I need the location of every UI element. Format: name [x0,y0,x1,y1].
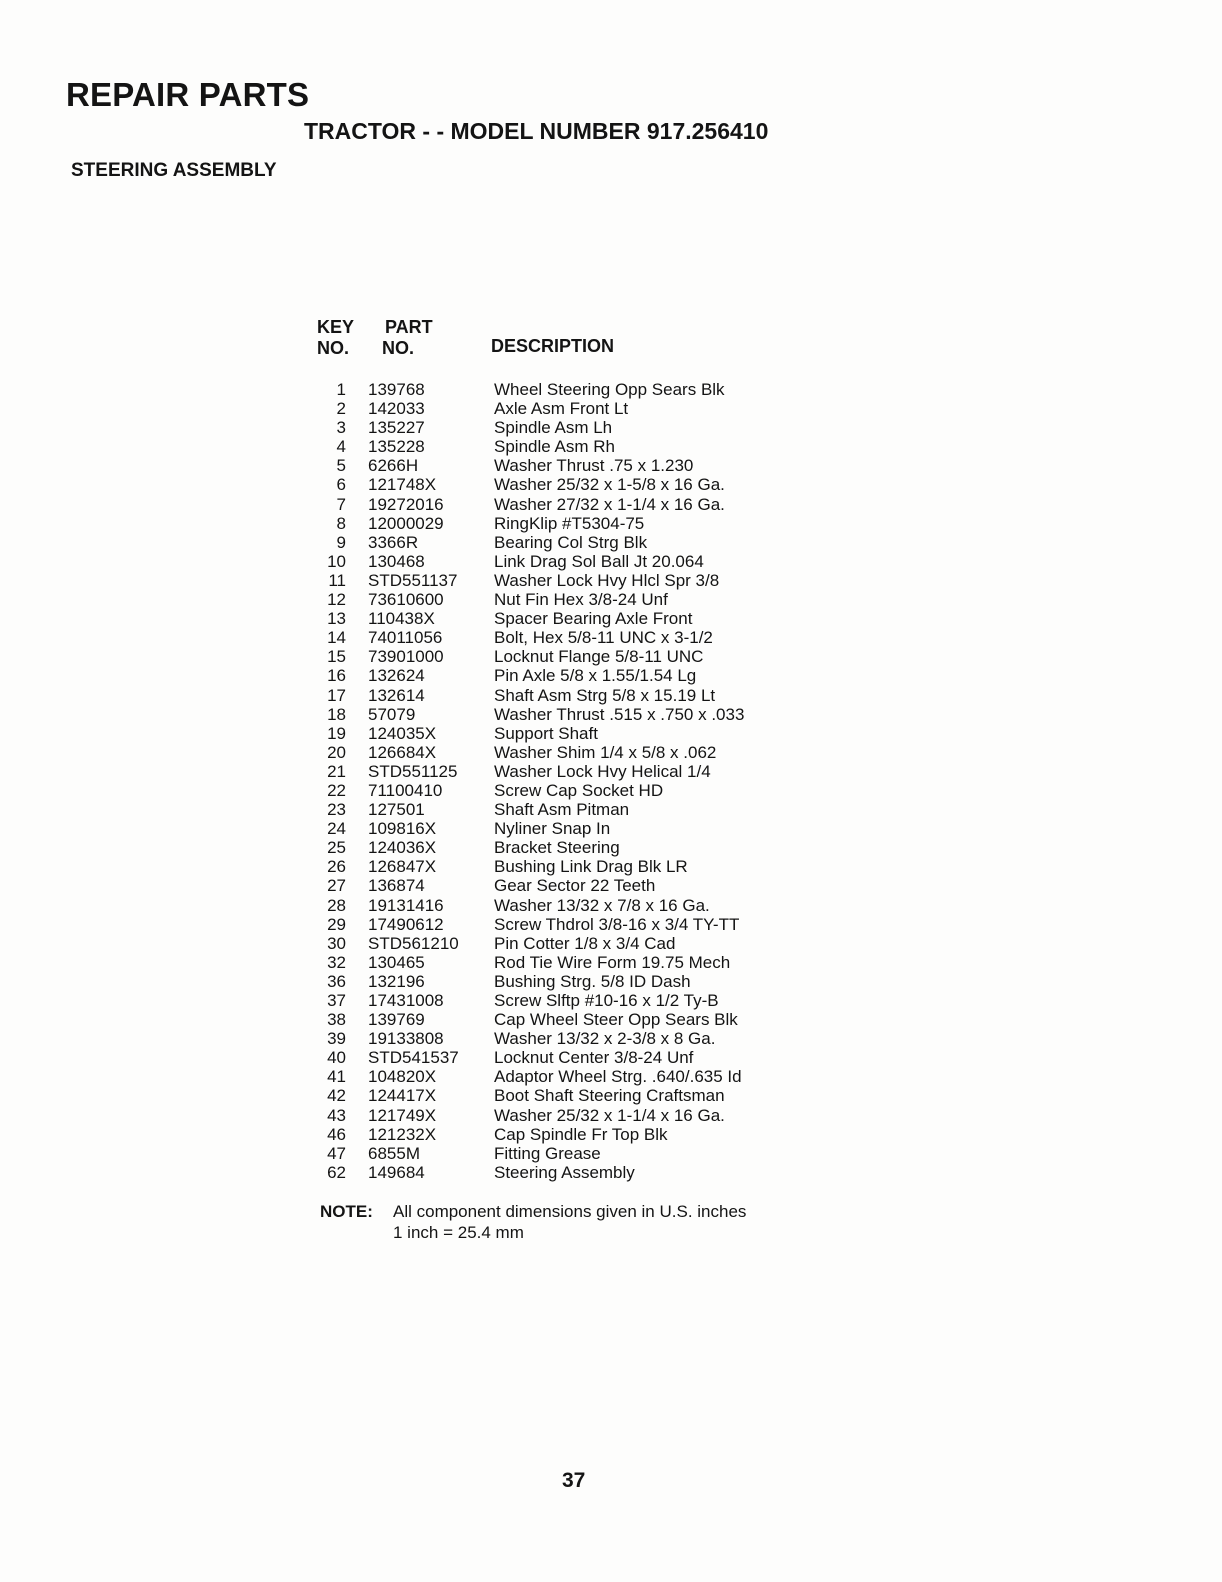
key-no-cell: 19 [327,723,346,743]
table-row [318,972,838,991]
description-cell: Bolt, Hex 5/8-11 UNC x 3-1/2 [494,628,713,648]
table-row [318,533,838,552]
part-no-cell: 19133808 [368,1029,444,1049]
description-cell: Bracket Steering [494,838,620,858]
description-cell: Washer Thrust .75 x 1.230 [494,456,694,476]
table-row [318,819,838,838]
description-cell: Shaft Asm Strg 5/8 x 15.19 Lt [494,685,716,705]
part-no-cell: 3366R [368,532,419,552]
key-no-cell: 42 [327,1086,346,1106]
key-no-cell: 41 [327,1067,346,1087]
table-row [318,495,838,514]
part-no-cell: 121232X [368,1124,437,1144]
part-no-cell: 74011056 [368,628,443,648]
description-cell: Shaft Asm Pitman [494,800,630,820]
key-no-cell: 46 [327,1124,346,1144]
part-no-cell: 104820X [368,1067,437,1087]
part-no-cell: 19272016 [368,494,444,514]
description-cell: Washer 13/32 x 7/8 x 16 Ga. [494,895,710,915]
key-no-cell: 36 [327,971,346,991]
key-no-cell: 25 [327,838,346,858]
description-cell: Washer 13/32 x 2-3/8 x 8 Ga. [494,1029,716,1049]
table-row [318,724,838,743]
part-no-cell: 6266H [368,456,419,476]
table-row [318,705,838,724]
key-no-cell: 43 [327,1105,346,1125]
description-cell: Screw Cap Socket HD [494,780,664,800]
description-cell: Wheel Steering Opp Sears Blk [494,380,725,399]
parts-list [318,380,838,1182]
part-no-cell: 124036X [368,838,437,858]
description-cell: Nut Fin Hex 3/8-24 Unf [494,590,668,610]
description-cell: Washer Lock Hvy Hlcl Spr 3/8 [494,570,720,590]
key-no-cell: 22 [327,780,346,800]
table-row [318,666,838,685]
description-cell: Washer Thrust .515 x .750 x .033 [494,704,745,724]
key-no-cell: 12 [327,590,346,610]
part-no-cell: 12000029 [368,513,444,533]
part-no-cell: 135228 [368,437,425,457]
description-cell: Fitting Grease [494,1143,601,1163]
description-cell: Spindle Asm Rh [494,437,615,457]
part-no-cell: 135227 [368,418,425,438]
model-heading: TRACTOR - - MODEL NUMBER 917.256410 [304,118,769,144]
part-no-cell: 130468 [368,551,425,571]
table-row [318,1125,838,1144]
key-no-cell: 26 [327,857,346,877]
key-no-cell: 16 [327,666,346,686]
key-no-cell: 29 [327,914,346,934]
description-cell: Axle Asm Front Lt [494,399,629,419]
description-cell: Support Shaft [494,723,598,743]
key-no-cell: 8 [336,513,346,533]
part-no-cell: 17431008 [368,991,444,1010]
description-cell: Screw Slftp #10-16 x 1/2 Ty-B [494,991,719,1010]
key-no-cell: 28 [327,895,346,915]
description-cell: Gear Sector 22 Teeth [494,876,656,896]
table-row [318,590,838,609]
table-row [318,1163,838,1182]
key-no-cell: 10 [327,551,346,571]
part-no-cell: 132624 [368,666,425,686]
table-row [318,876,838,895]
part-no-cell: 121748X [368,475,437,495]
table-row [318,1106,838,1125]
part-no-cell: 126684X [368,742,437,762]
description-cell: Washer Shim 1/4 x 5/8 x .062 [494,742,717,762]
key-no-cell: 2 [336,399,346,419]
note-label: NOTE: [320,1202,373,1221]
key-no-cell: 30 [327,933,346,953]
description-cell: Bearing Col Strg Blk [494,532,648,552]
key-no-cell: 4 [336,437,346,457]
part-no-cell: 6855M [368,1143,420,1163]
description-cell: Bushing Strg. 5/8 ID Dash [494,971,691,991]
key-no-cell: 39 [327,1029,346,1049]
key-no-cell: 32 [327,952,346,972]
part-no-cell: STD541537 [368,1048,459,1068]
key-no-cell: 37 [327,991,346,1010]
description-cell: RingKlip #T5304-75 [494,513,645,533]
table-row [318,552,838,571]
table-row [318,1010,838,1029]
table-row [318,896,838,915]
table-row [318,686,838,705]
description-cell: Washer 27/32 x 1-1/4 x 16 Ga. [494,494,725,514]
table-row [318,399,838,418]
part-no-cell: 110438X [368,609,435,629]
table-row [318,1144,838,1163]
description-cell: Pin Axle 5/8 x 1.55/1.54 Lg [494,666,697,686]
col-key-label-2: NO. [317,338,350,358]
description-cell: Spindle Asm Lh [494,418,613,438]
note [320,1201,746,1243]
description-cell: Link Drag Sol Ball Jt 20.064 [494,551,704,571]
part-no-cell: 124035X [368,723,437,743]
description-cell: Washer 25/32 x 1-1/4 x 16 Ga. [494,1105,725,1125]
page-number: 37 [562,1469,586,1492]
part-no-cell: 19131416 [368,895,444,915]
part-no-cell: 73901000 [368,647,444,667]
table-row [318,781,838,800]
key-no-cell: 1 [336,380,346,399]
description-cell: Washer 25/32 x 1-5/8 x 16 Ga. [494,475,725,495]
key-no-cell: 6 [336,475,346,495]
key-no-cell: 27 [327,876,346,896]
part-no-cell: 132614 [368,685,425,705]
part-no-cell: 57079 [368,704,416,724]
key-no-cell: 11 [328,570,346,590]
table-row [318,838,838,857]
table-row [318,800,838,819]
key-no-cell: 24 [327,819,346,839]
table-row [318,437,838,456]
part-no-cell: 71100410 [368,780,443,800]
part-no-cell: 17490612 [368,914,444,934]
col-key-label-1: KEY [317,317,355,337]
key-no-cell: 3 [336,418,346,438]
key-no-cell: 47 [327,1143,346,1163]
description-cell: Boot Shaft Steering Craftsman [494,1086,725,1106]
part-no-cell: 132196 [368,971,425,991]
part-no-cell: 73610600 [368,590,444,610]
table-row [318,1067,838,1086]
col-part-label-2: NO. [382,338,415,358]
table-row [318,1086,838,1105]
description-cell: Adaptor Wheel Strg. .640/.635 Id [494,1067,742,1087]
key-no-cell: 5 [336,456,346,476]
key-no-cell: 40 [327,1048,346,1068]
table-row [318,475,838,494]
key-no-cell: 38 [327,1010,346,1030]
table-row [318,857,838,876]
description-cell: Locknut Flange 5/8-11 UNC [494,647,704,667]
table-row [318,1029,838,1048]
key-no-cell: 14 [327,628,346,648]
part-no-cell: 142033 [368,399,425,419]
table-row [318,456,838,475]
description-cell: Steering Assembly [494,1162,635,1182]
table-row [318,628,838,647]
part-no-cell: 139768 [368,380,425,399]
col-description-label: DESCRIPTION [491,336,615,356]
part-no-cell: STD551137 [368,570,458,590]
description-cell: Pin Cotter 1/8 x 3/4 Cad [494,933,676,953]
table-row [318,380,838,399]
key-no-cell: 17 [327,685,346,705]
description-cell: Cap Wheel Steer Opp Sears Blk [494,1010,738,1030]
table-row [318,934,838,953]
description-cell: Spacer Bearing Axle Front [494,609,693,629]
key-no-cell: 23 [327,800,346,820]
part-no-cell: 126847X [368,857,437,877]
page-title: REPAIR PARTS [66,76,310,113]
part-no-cell: 124417X [368,1086,437,1106]
table-row [318,514,838,533]
part-no-cell: 109816X [368,819,437,839]
key-no-cell: 20 [327,742,346,762]
key-no-cell: 7 [336,494,346,514]
part-no-cell: 139769 [368,1010,425,1030]
table-row [318,1048,838,1067]
description-cell: Nyliner Snap In [494,819,611,839]
key-no-cell: 15 [327,647,346,667]
description-cell: Screw Thdrol 3/8-16 x 3/4 TY-TT [494,914,740,934]
description-cell: Bushing Link Drag Blk LR [494,857,688,877]
table-row [318,915,838,934]
part-no-cell: 130465 [368,952,425,972]
part-no-cell: STD561210 [368,933,459,953]
note-line-1: All component dimensions given in U.S. inches [393,1202,747,1221]
key-no-cell: 9 [336,532,346,552]
description-cell: Locknut Center 3/8-24 Unf [494,1048,694,1068]
part-no-cell: 121749X [368,1105,437,1125]
col-part-label-1: PART [385,317,433,337]
description-cell: Washer Lock Hvy Helical 1/4 [494,761,711,781]
table-row [318,762,838,781]
section-heading: STEERING ASSEMBLY [71,160,277,181]
key-no-cell: 21 [327,761,346,781]
description-cell: Rod Tie Wire Form 19.75 Mech [494,952,731,972]
key-no-cell: 13 [327,609,346,629]
part-no-cell: 136874 [368,876,425,896]
table-row [318,743,838,762]
part-no-cell: STD551125 [368,761,458,781]
table-row [318,647,838,666]
table-row [318,418,838,437]
table-row [318,953,838,972]
part-no-cell: 149684 [368,1162,425,1182]
part-no-cell: 127501 [368,800,425,820]
key-no-cell: 62 [327,1162,346,1182]
description-cell: Cap Spindle Fr Top Blk [494,1124,668,1144]
table-row [318,609,838,628]
table-row [318,991,838,1010]
note-line-2: 1 inch = 25.4 mm [393,1223,524,1242]
key-no-cell: 18 [327,704,346,724]
table-row [318,571,838,590]
